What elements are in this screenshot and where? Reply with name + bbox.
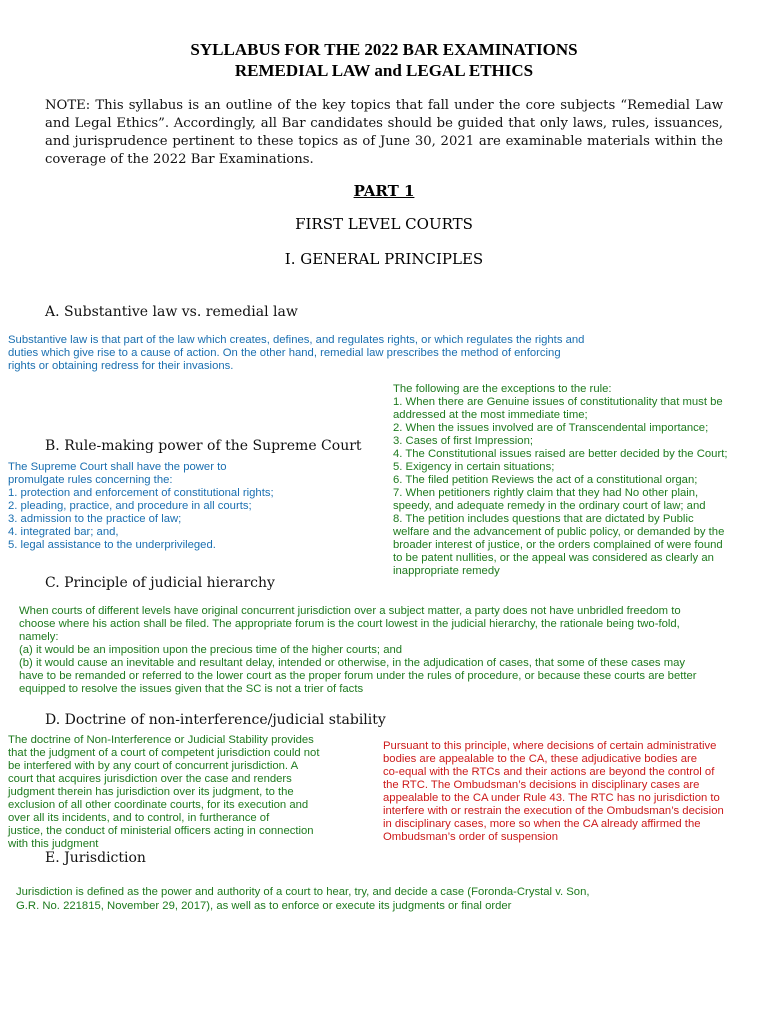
document-title-line2: REMEDIAL LAW and LEGAL ETHICS <box>234 61 534 80</box>
text-line: appealable to the CA under Rule 43. The RTC has no jurisdiction to <box>383 792 720 804</box>
text-line: 1. When there are Genuine issues of constitutionality that must be <box>393 396 723 408</box>
note-judicial-hierarchy <box>19 605 697 696</box>
text-line: rights or obtaining redress for their invasions. <box>8 360 234 372</box>
syllabus-note: NOTE: This syllabus is an outline of the key topics that fall under the core subjects “Remedial Law and Legal Ethics”. Accordingly, all Bar candidates should be guided that only laws, rules, issuances, and jurisprudence pertinent to these topics as of June 30, 2021 are examinable materials within the coverage of the 2022 Bar Examinations. <box>45 98 723 167</box>
text-line: The following are the exceptions to the rule: <box>393 383 612 395</box>
text-line: namely: <box>19 631 59 643</box>
section-heading: I. GENERAL PRINCIPLES <box>284 250 484 268</box>
heading-jurisdiction: E. Jurisdiction <box>45 850 146 866</box>
text-line: 1. protection and enforcement of constitutional rights; <box>8 487 274 499</box>
text-line: Ombudsman’s order of suspension <box>383 831 558 843</box>
heading-rule-making-power: B. Rule-making power of the Supreme Court <box>45 438 362 454</box>
text-line: Pursuant to this principle, where decisions of certain administrative <box>383 740 717 752</box>
text-line: interfere with or restrain the execution of the Ombudsman’s decision <box>383 805 724 817</box>
text-line: welfare and the advancement of public policy, or demanded by the <box>393 526 725 538</box>
text-line: court that acquires jurisdiction over the case and renders <box>8 773 292 785</box>
note-substantive-law <box>8 334 584 373</box>
text-line: co-equal with the RTCs and their actions are beyond the control of <box>383 766 715 778</box>
text-line: (b) it would cause an inevitable and resultant delay, intended or otherwise, in the adjudication of cases, that some of these cases may <box>19 657 686 669</box>
text-line: 2. pleading, practice, and procedure in all courts; <box>8 500 252 512</box>
text-line: 6. The filed petition Reviews the act of a constitutional organ; <box>393 474 698 486</box>
text-line: promulgate rules concerning the: <box>8 474 173 486</box>
text-line: in disciplinary cases, more so when the CA already affirmed the <box>383 818 701 830</box>
text-line: duties which give rise to a cause of action. On the other hand, remedial law prescribes the method of enforcing <box>8 347 561 359</box>
text-line: the RTC. The Ombudsman’s decisions in disciplinary cases are <box>383 779 700 791</box>
text-line: 8. The petition includes questions that are dictated by Public <box>393 513 694 525</box>
heading-judicial-hierarchy: C. Principle of judicial hierarchy <box>45 575 275 591</box>
text-line: 5. Exigency in certain situations; <box>393 461 555 473</box>
text-line: choose where his action shall be filed. The appropriate forum is the court lowest in the judicial hierarchy, the rationale being two-fold, <box>19 618 680 630</box>
text-line: The doctrine of Non-Interference or Judicial Stability provides <box>8 734 314 746</box>
text-line: to be patent nullities, or the appeal was considered as clearly an <box>393 552 714 564</box>
text-line: that the judgment of a court of competent jurisdiction could not <box>8 747 320 759</box>
text-line: 3. admission to the practice of law; <box>8 513 182 525</box>
text-line: have to be remanded or referred to the lower court as the proper forum under the rules of procedure, or because these courts are better <box>19 670 697 682</box>
text-line: justice, the conduct of ministerial officers acting in connection <box>8 825 314 837</box>
text-line: 4. The Constitutional issues raised are better decided by the Court; <box>393 448 728 460</box>
note-exceptions <box>393 383 728 578</box>
text-line: judgment therein has jurisdiction over its judgment, to the <box>8 786 294 798</box>
heading-substantive-vs-remedial: A. Substantive law vs. remedial law <box>45 304 298 320</box>
note-rule-making <box>8 461 274 552</box>
text-line: When courts of different levels have original concurrent jurisdiction over a subject matter, a party does not have unbridled freedom to <box>19 605 681 617</box>
text-line: addressed at the most immediate time; <box>393 409 588 421</box>
note-jurisdiction <box>16 885 590 913</box>
text-line: inappropriate remedy <box>393 565 500 577</box>
note-non-interference <box>8 734 319 851</box>
text-line: with this judgment <box>8 838 99 850</box>
text-line: speedy, and adequate remedy in the ordinary court of law; and <box>393 500 706 512</box>
text-line: exclusion of all other coordinate courts, for its execution and <box>8 799 309 811</box>
level-heading: FIRST LEVEL COURTS <box>295 215 473 233</box>
text-line: over all its incidents, and to control, in furtherance of <box>8 812 270 824</box>
document-title-line1: SYLLABUS FOR THE 2022 BAR EXAMINATIONS <box>190 40 578 59</box>
text-line: 5. legal assistance to the underprivileged. <box>8 539 216 551</box>
text-line: equipped to resolve the issues given that the SC is not a trier of facts <box>19 683 364 695</box>
text-line: 4. integrated bar; and, <box>8 526 119 538</box>
part-heading: PART 1 <box>353 182 415 200</box>
text-line: The Supreme Court shall have the power to <box>8 461 227 473</box>
text-line: be interfered with by any court of concurrent jurisdiction. A <box>8 760 299 772</box>
text-line: bodies are appealable to the CA, these adjudicative bodies are <box>383 753 698 765</box>
text-line: (a) it would be an imposition upon the precious time of the higher courts; and <box>19 644 403 656</box>
text-line: 3. Cases of first Impression; <box>393 435 534 447</box>
note-ombudsman <box>383 740 724 844</box>
text-line: Substantive law is that part of the law which creates, defines, and regulates rights, or which regulates the rights and <box>8 334 585 346</box>
text-line: broader interest of justice, or the orders complained of were found <box>393 539 723 551</box>
text-line: 7. When petitioners rightly claim that they had No other plain, <box>393 487 699 499</box>
text-line: 2. When the issues involved are of Transcendental importance; <box>393 422 709 434</box>
heading-non-interference: D. Doctrine of non-interference/judicial stability <box>45 712 386 728</box>
text-line: G.R. No. 221815, November 29, 2017), as well as to enforce or execute its judgments or final order <box>16 900 512 912</box>
text-line: Jurisdiction is defined as the power and authority of a court to hear, try, and decide a case (Foronda-Crystal v. Son, <box>16 886 590 898</box>
